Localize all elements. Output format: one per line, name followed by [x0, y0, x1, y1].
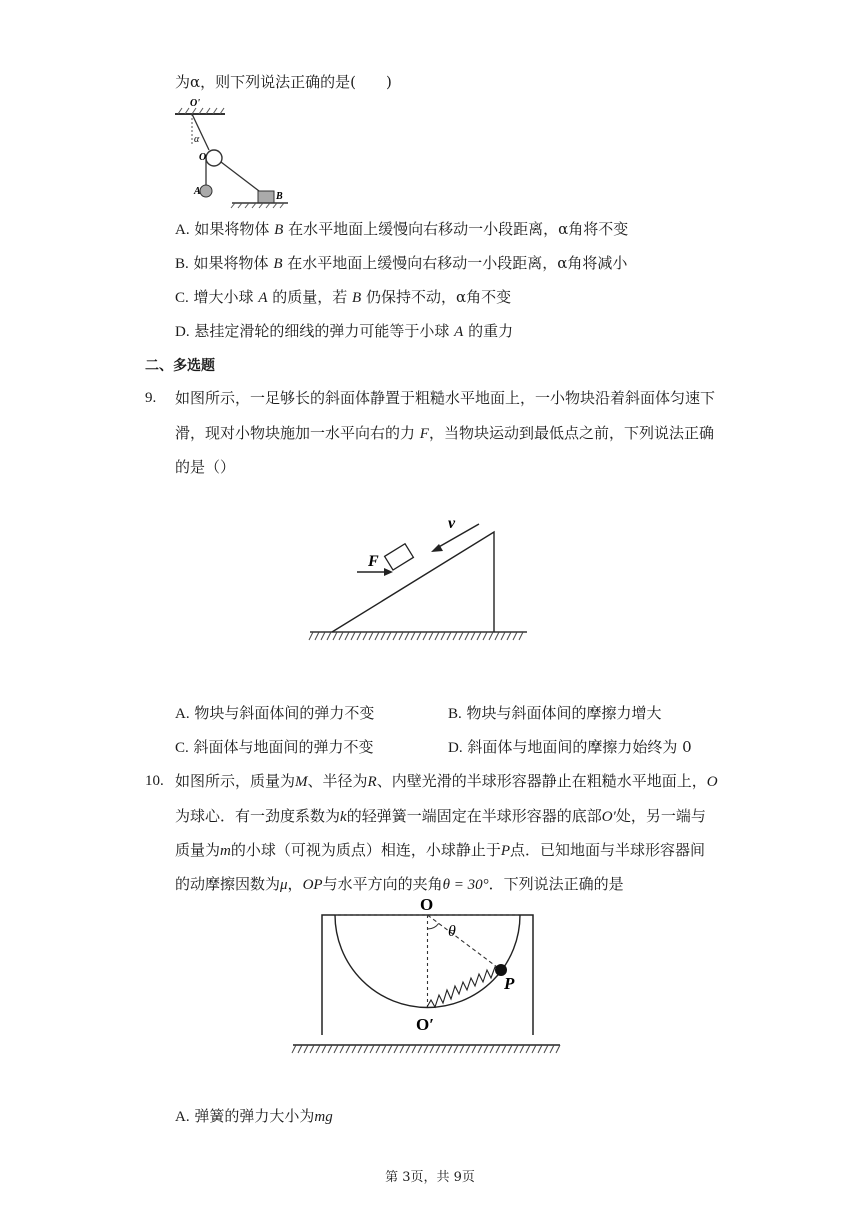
fig8-label-a: A: [194, 186, 201, 197]
q9-option-d: D. 斜面体与地面间的摩擦力始终为 0: [448, 738, 692, 756]
q9-option-b: B. 物块与斜面体间的摩擦力增大: [448, 704, 662, 722]
fig10-label-p: P: [504, 974, 515, 993]
fig10-label-o: O: [420, 895, 434, 914]
fig8-label-b: B: [276, 191, 283, 202]
q10-stem-line1: 如图所示，质量为M、半径为R、内壁光滑的半球形容器静止在粗糙水平地面上，O: [175, 772, 718, 790]
q9-stem-line2: 滑，现对小物块施加一水平向右的力 F，当物块运动到最低点之前，下列说法正确: [175, 424, 714, 442]
q9-number: 9.: [145, 390, 157, 406]
q8-option-c: C. 增大小球 A 的质量，若 B 仍保持不动，α角不变: [175, 288, 512, 306]
q10-stem-line4: 的动摩擦因数为μ，OP与水平方向的夹角θ = 30°．下列说法正确的是: [175, 875, 624, 893]
section-title: 二、多选题: [145, 358, 215, 374]
q9-option-c: C. 斜面体与地面间的弹力不变: [175, 738, 374, 756]
fig8-label-o-prime: O': [190, 98, 200, 109]
q8-option-b: B. 如果将物体 B 在水平地面上缓慢向右移动一小段距离，α角将减小: [175, 254, 628, 272]
q10-stem-line2: 为球心．有一劲度系数为k的轻弹簧一端固定在半球形容器的底部O′处，另一端与: [175, 807, 706, 825]
q9-stem-line3: 的是（）: [175, 458, 236, 476]
fig8-label-alpha: α: [194, 134, 200, 145]
fig9-label-f: F: [368, 553, 379, 570]
q10-stem-line3: 质量为m的小球（可视为质点）相连，小球静止于P点．已知地面与半球形容器间: [175, 841, 706, 859]
q9-incline-figure: [305, 510, 530, 645]
q10-number: 10.: [145, 773, 164, 789]
q10-option-a: A. 弹簧的弹力大小为mg: [175, 1107, 333, 1125]
fig10-label-theta: θ: [448, 923, 456, 940]
fig8-label-o: O: [199, 152, 207, 163]
page-footer: 第 3页，共 9页: [385, 1170, 475, 1185]
fig9-label-v: v: [448, 515, 456, 532]
q8-option-d: D. 悬挂定滑轮的细线的弹力可能等于小球 A 的重力: [175, 322, 514, 340]
q10-hemisphere-figure: [290, 893, 565, 1063]
q8-option-a: A. 如果将物体 B 在水平地面上缓慢向右移动一小段距离，α角将不变: [175, 220, 629, 238]
fig10-label-o-prime: O′: [416, 1015, 435, 1034]
q8-pulley-figure: [170, 98, 290, 213]
q9-stem-line1: 如图所示，一足够长的斜面体静置于粗糙水平地面上，一小物块沿着斜面体匀速下: [175, 389, 716, 407]
q9-option-a: A. 物块与斜面体间的弹力不变: [175, 704, 375, 722]
q8-stem-tail: 为α，则下列说法正确的是( ): [175, 73, 392, 91]
